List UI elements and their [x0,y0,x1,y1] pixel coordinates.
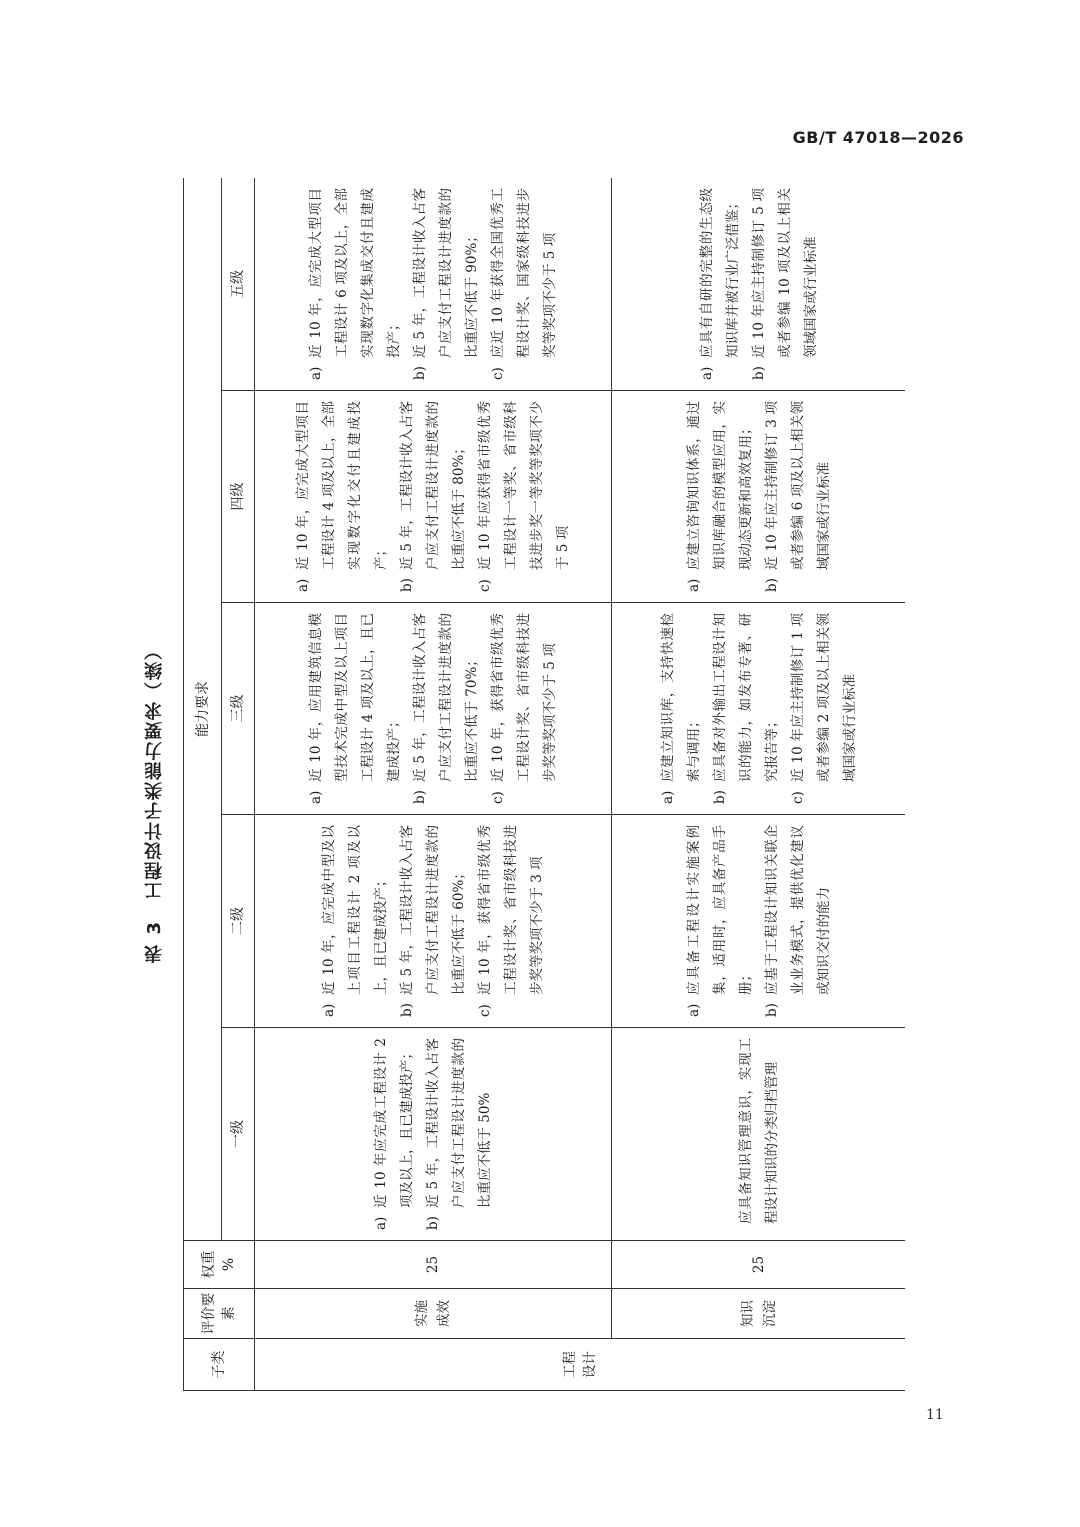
item-text: 近 5 年，工程设计收入占客户应支付工程设计进度款的比重应不低于 90%； [412,187,480,358]
item-text: 应建立知识库，支持快速检索与调用； [659,613,702,782]
header-element [184,1289,255,1339]
header-level-3: 三级 [222,603,255,815]
item-text: 近 10 年应获得省市级优秀工程设计一等奖、省市级科技进步奖一等奖等奖项不少于 5 项 [477,401,571,570]
row-implementation-results [255,178,612,1391]
list-item [472,825,550,1017]
header-element-label: 评价要素 [201,1292,237,1335]
level-4-cell [255,391,612,603]
header-weight [184,1241,255,1289]
list-item [759,825,837,1017]
item-marker: a) [308,790,324,804]
item-text: 应基于工程设计知识关联企业业务模式，提供优化建议或知识交付的能力 [763,825,832,995]
item-text: 近 5 年，工程设计收入占客户应支付工程设计进度款的比重应不低于 70%； [412,613,480,782]
item-text: 近 10 年，应完成中型及以上项目工程设计 2 项及以上，且已建成投产； [321,825,389,995]
level-3-cell [612,603,906,815]
list-item [368,1038,420,1230]
level-1-cell [612,1028,906,1241]
level-2-cell [255,815,612,1028]
header-row-2 [222,178,255,1391]
header-level-5: 五级 [222,178,255,391]
element-cell [255,1289,612,1339]
item-marker: c) [490,791,506,804]
list-item [472,401,576,592]
item-marker: c) [477,579,493,592]
table-rotator [183,178,905,1391]
item-text: 应建立咨询知识体系，通过知识库融合的模型应用，实现动态更新和高效复用； [685,401,754,570]
item-marker: a) [308,366,324,380]
item-marker: a) [659,790,676,804]
item-text: 应具有自研的完整的生态级知识库并被行业广泛借鉴； [698,187,741,358]
level-4-cell [612,391,906,603]
level-2-cell [612,815,906,1028]
page-number: 11 [926,1407,944,1423]
item-marker: b) [750,366,767,380]
item-marker: c) [789,791,806,804]
item-text: 近 10 年，应完成大型项目工程设计 6 项及以上，全部实现数字化集成交付且建成投产； [308,187,402,358]
list-item [707,613,785,804]
level-3-cell [255,603,612,815]
item-marker: b) [412,790,428,804]
item-text: 近 10 年应完成工程设计 2 项及以上，且已建成投产； [373,1038,415,1208]
list-item [420,1038,498,1230]
list-item [681,401,759,592]
list-item [394,401,472,592]
item-marker: b) [412,366,428,380]
list-item [290,401,394,592]
standard-number: GB/T 47018—2026 [792,128,964,147]
item-text: 近 5 年，工程设计收入占客户应支付工程设计进度款的比重应不低于 60%； [399,825,467,995]
weight-cell: 25 [255,1241,612,1289]
list-item [407,613,485,804]
list-item [407,188,485,380]
list-item [485,188,563,380]
header-level-1: 一级 [222,1028,255,1241]
list-item [394,825,472,1017]
header-level-2: 二级 [222,815,255,1028]
item-marker: a) [698,366,715,380]
item-text: 近 10 年，获得省市级优秀工程设计奖、省市级科技进步奖等奖项不少于 5 项 [490,613,558,782]
element-name: 实施成效 [414,1300,452,1327]
item-marker: b) [763,578,780,592]
list-item [303,613,407,804]
list-item [759,401,837,592]
item-text: 近 10 年应主持制修订 3 项或者参编 6 项及以上相关领域国家或行业标准 [763,401,832,570]
subclass-name: 工程设计 [562,1351,598,1378]
subclass-cell [255,1339,906,1391]
item-text: 应具备工程设计实施案例集，适用时，应具备产品手册； [685,825,754,995]
element-name: 知识沉淀 [739,1300,778,1327]
list-item [655,613,707,804]
item-marker: a) [295,578,311,592]
item-marker: a) [321,1003,337,1017]
header-weight-unit: % [221,1257,237,1272]
item-text: 应具备知识管理意识，实现工程设计知识的分类归档管理 [737,1038,780,1224]
item-marker: a) [685,1003,702,1017]
list-item [694,188,746,380]
item-text: 近 10 年应主持制修订 5 项或者参编 10 项及以上相关领域国家或行业标准 [750,187,819,358]
item-marker: b) [711,790,728,804]
item-marker: c) [477,1004,493,1017]
item-text: 近 10 年应主持制修订 1 项或者参编 2 项及以上相关领域国家或行业标准 [789,613,858,782]
item-text: 近 10 年，应用建筑信息模型技术完成中型及以上项目工程设计 4 项及以上，且已建成投产； [308,613,402,782]
header-row-1 [184,178,222,1391]
item-marker: c) [490,367,506,380]
item-marker: b) [763,1003,780,1017]
element-cell [612,1289,906,1339]
list-item [316,825,394,1017]
level-1-cell [255,1028,612,1241]
item-marker: a) [373,1216,389,1230]
item-text: 近 5 年，工程设计收入占客户应支付工程设计进度款的比重应不低于 50% [425,1038,493,1208]
item-marker: b) [425,1216,441,1230]
item-marker: a) [685,578,702,592]
header-weight-label: 权重 [201,1250,217,1279]
item-text: 近 10 年，应完成大型项目工程设计 4 项及以上，全部实现数字化交付且建成投产； [295,401,389,570]
level-5-cell [255,178,612,391]
list-item [303,188,407,380]
list-item [785,613,863,804]
item-marker: b) [399,578,415,592]
rotated-table-frame [183,178,905,1391]
item-text: 应具备对外输出工程设计知识的能力，如发布专著、研究报告等； [711,613,780,782]
row-knowledge-accumulation [612,178,906,1391]
item-text: 应近 10 年获得全国优秀工程设计奖、国家级科技进步奖等奖项不少于 5 项 [490,187,558,358]
table-caption: 表 3 工程设计子类能力要求（续） [144,640,165,963]
header-ability: 能力要求 [184,178,222,1241]
level-5-cell [612,178,906,391]
list-item [485,613,563,804]
list-item [681,825,759,1017]
weight-cell: 25 [612,1241,906,1289]
item-marker: b) [399,1003,415,1017]
list-item [746,188,824,380]
item-text: 近 5 年，工程设计收入占客户应支付工程设计进度款的比重应不低于 80%； [399,401,467,570]
item-text: 近 10 年，获得省市级优秀工程设计奖、省市级科技进步奖等奖项不少于 3 项 [477,825,545,995]
capability-table [183,178,905,1391]
header-subclass: 子类 [184,1339,255,1391]
header-level-4: 四级 [222,391,255,603]
